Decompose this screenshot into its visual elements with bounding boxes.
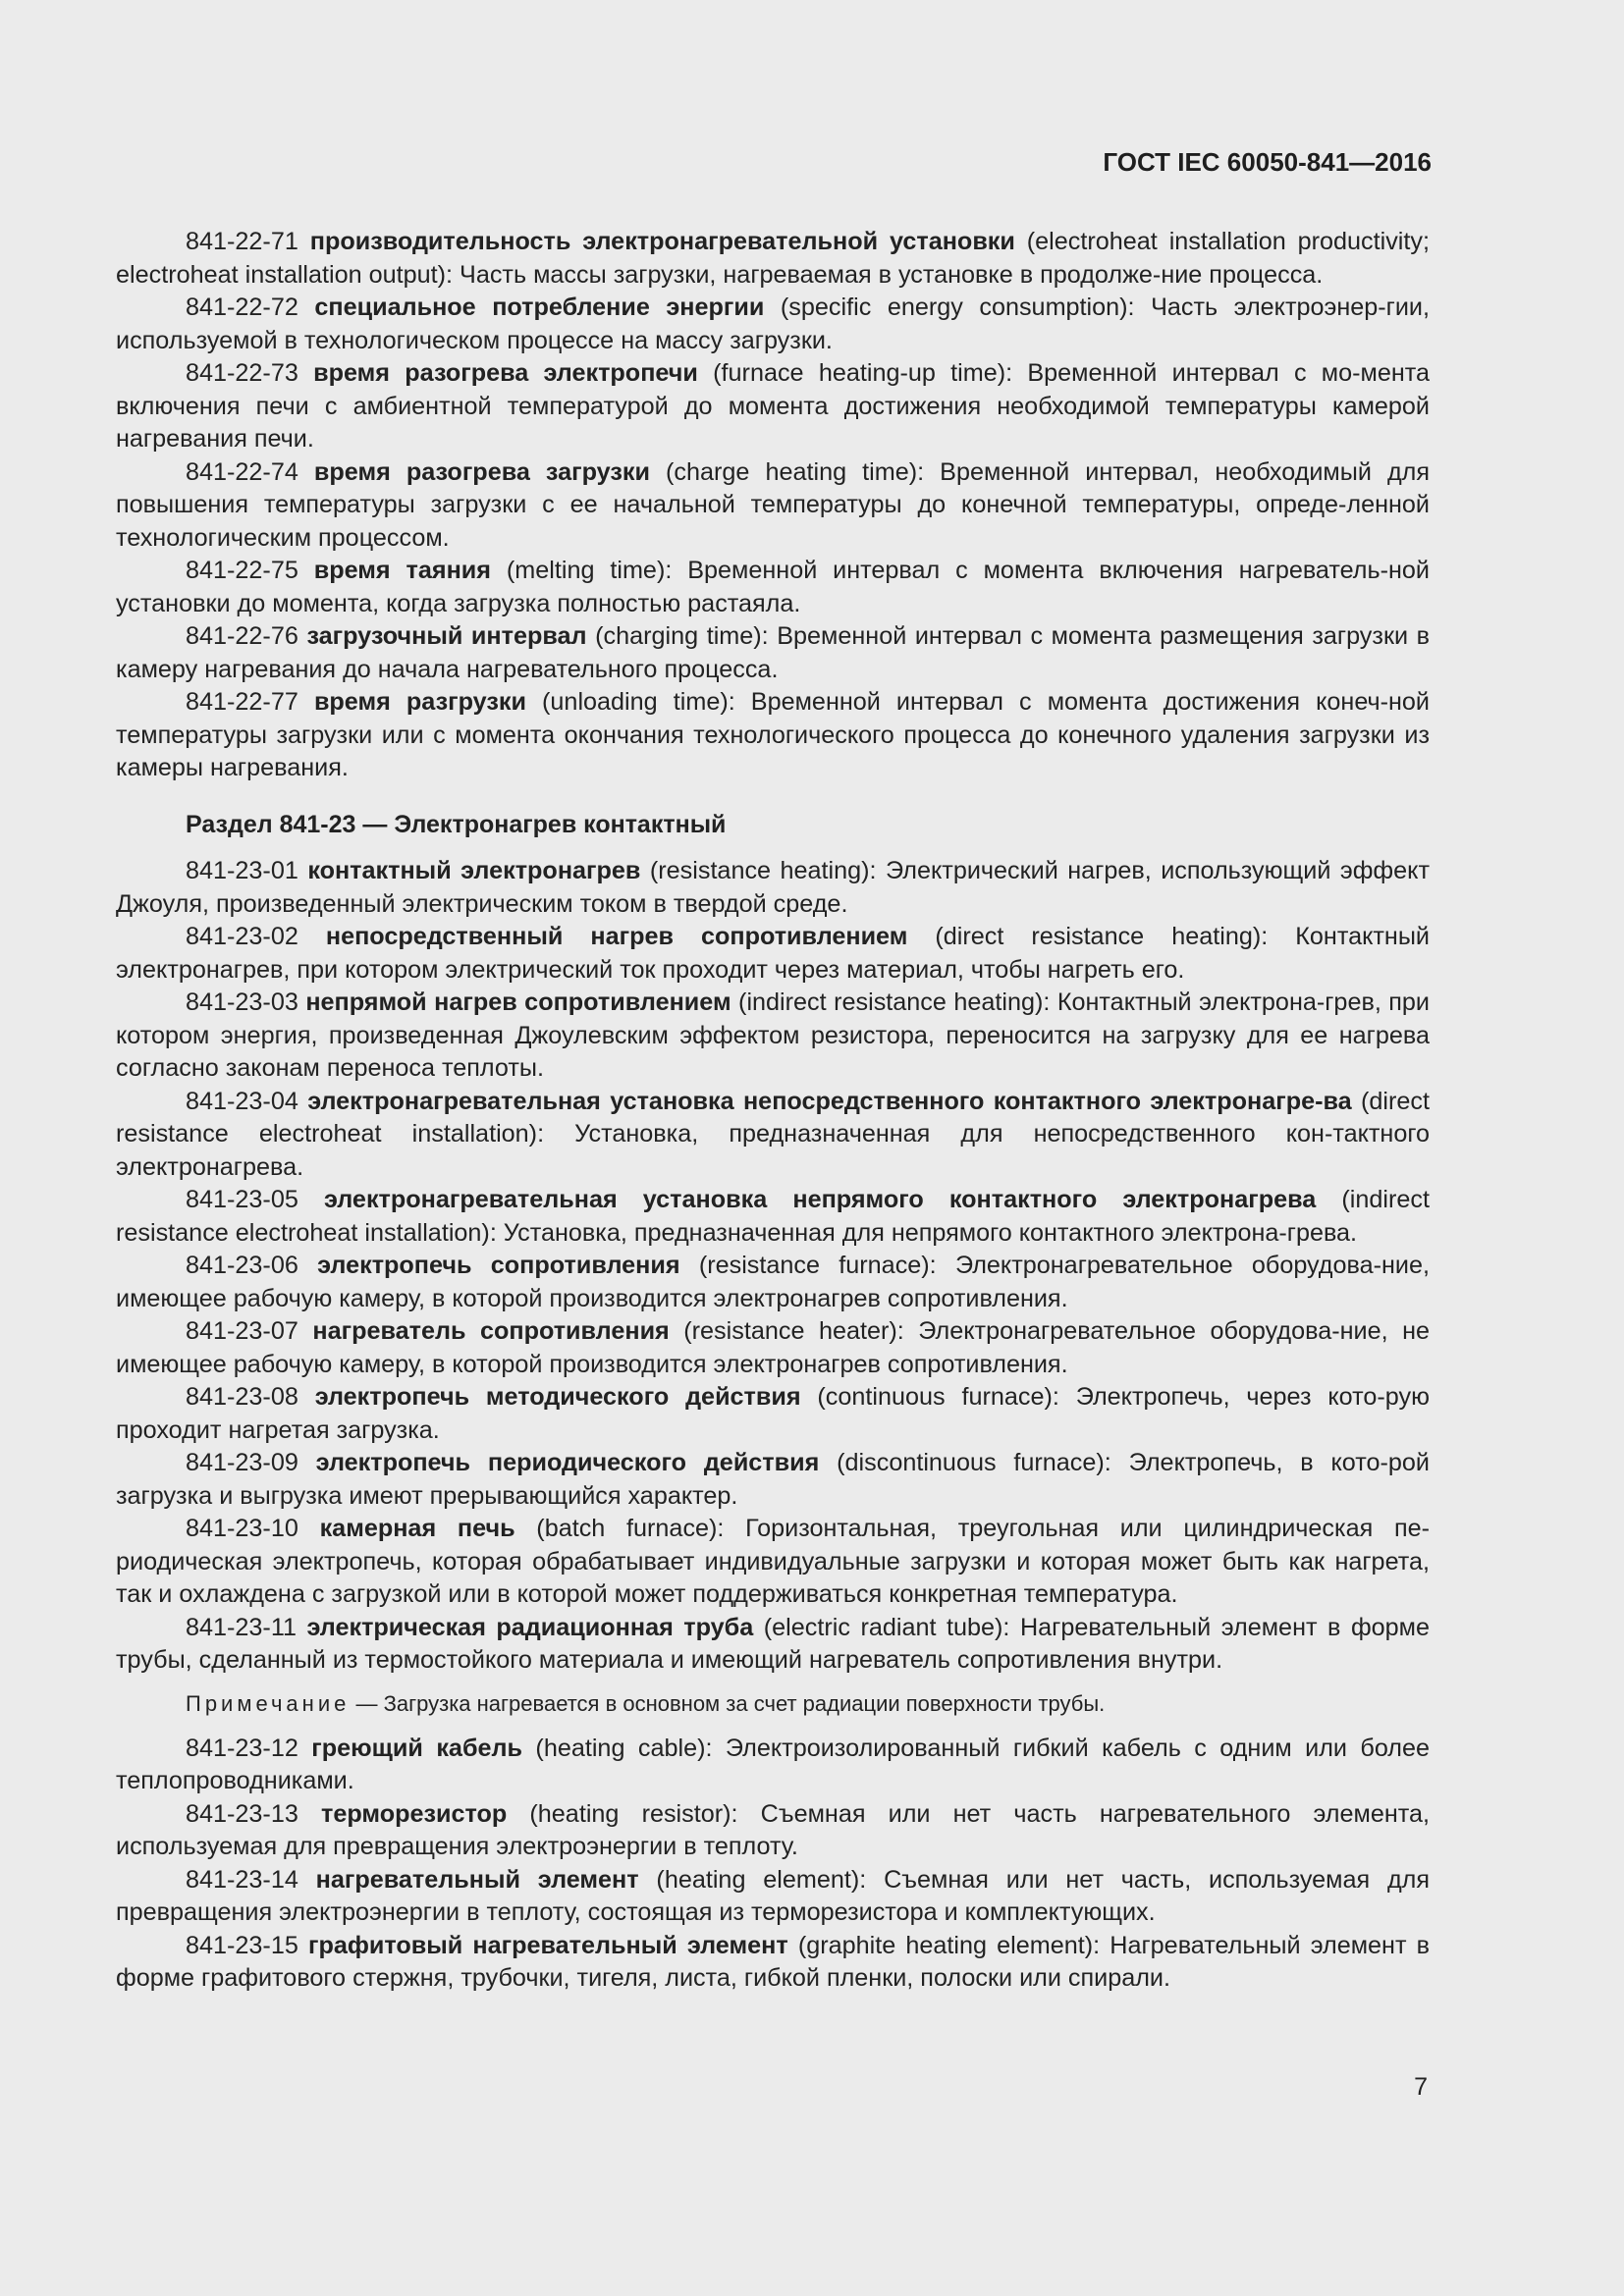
entry-definition: (indirect resistance heating): Контактный электрона-грев, при котором энергия, произведенная Джоулевским эффектом резистора, переносится на загрузку для ее нагрева согласно законам переноса теплоты. bbox=[116, 988, 1431, 1082]
entry-definition: (graphite heating element): Нагревательный элемент в форме графитового стержня, трубочки, тигеля, листа, гибкой пленки, полоски или спирали. bbox=[116, 1931, 1431, 1992]
document-header: ГОСТ IEC 60050-841—2016 bbox=[1103, 147, 1432, 177]
entry-term: камерная печь bbox=[319, 1515, 515, 1542]
term-entry bbox=[116, 1250, 1430, 1315]
term-entry bbox=[116, 1184, 1430, 1250]
entry-definition: (melting time): Временной интервал с момента включения нагреватель-ной установки до момента, когда загрузка полностью растаяла. bbox=[116, 557, 1431, 617]
entry-term: время разогрева электропечи bbox=[313, 359, 698, 387]
entry-number: 841-23-04 bbox=[186, 1087, 298, 1115]
term-entry bbox=[116, 686, 1430, 785]
entry-number: 841-22-76 bbox=[186, 622, 298, 650]
entry-definition: (resistance heater): Электронагревательное оборудова-ние, не имеющее рабочую камеру, в которой производится электронагрев сопротивления. bbox=[116, 1317, 1431, 1378]
entry-term: терморезистор bbox=[321, 1799, 508, 1828]
entry-term: графитовый нагревательный элемент bbox=[308, 1931, 788, 1959]
term-entry bbox=[116, 357, 1430, 456]
entry-number: 841-23-07 bbox=[186, 1317, 298, 1345]
page-number: 7 bbox=[1414, 2073, 1428, 2101]
term-entry bbox=[116, 1733, 1430, 1798]
entry-number: 841-22-71 bbox=[186, 228, 298, 255]
term-entry bbox=[116, 855, 1430, 921]
entry-term: нагревательный элемент bbox=[315, 1865, 639, 1894]
entry-number: 841-23-03 bbox=[186, 988, 298, 1016]
entry-term: электрическая радиационная труба bbox=[306, 1613, 754, 1641]
entry-number: 841-22-75 bbox=[186, 557, 298, 584]
entry-term: электропечь методического действия bbox=[314, 1383, 801, 1411]
entry-definition: (charging time): Временной интервал с момента размещения загрузки в камеру нагревания до начала нагревательного процесса. bbox=[116, 622, 1431, 683]
entry-term: время таяния bbox=[313, 557, 491, 584]
entry-number: 841-23-01 bbox=[186, 857, 298, 884]
entry-definition: (unloading time): Временной интервал с момента достижения конеч-ной температуры загрузки или с момента окончания технологического процесса до конечного удаления загрузки из камеры нагревания. bbox=[116, 688, 1430, 781]
entry-number: 841-23-08 bbox=[186, 1383, 298, 1411]
entry-number: 841-23-10 bbox=[186, 1515, 298, 1542]
term-entry bbox=[116, 1864, 1430, 1930]
entry-term: контактный электронагрев bbox=[307, 857, 641, 884]
entry-definition: (direct resistance electroheat installation): Установка, предназначенная для непосредственного кон-тактного электронагрева. bbox=[116, 1087, 1431, 1181]
document-body bbox=[116, 226, 1430, 1996]
term-entry bbox=[116, 555, 1430, 620]
note-label: Примечание bbox=[186, 1690, 351, 1716]
entry-definition: (heating cable): Электроизолированный гибкий кабель с одним или более теплопроводниками. bbox=[116, 1734, 1430, 1794]
entry-definition: (furnace heating-up time): Временной интервал с мо-мента включения печи с амбиентной температурой до момента достижения необходимой температуры камерой нагревания печи. bbox=[116, 359, 1431, 453]
entry-definition: (electroheat installation productivity; electroheat installation output): Часть массы загрузки, нагреваемая в установке в продолже-ние процесса. bbox=[116, 228, 1430, 289]
entry-term: нагреватель сопротивления bbox=[312, 1317, 670, 1345]
entry-term: электропечь сопротивления bbox=[317, 1252, 680, 1279]
entry-definition: (electric radiant tube): Нагревательный элемент в форме трубы, сделанный из термостойкого материала и имеющий нагреватель сопротивления внутри. bbox=[116, 1613, 1431, 1674]
term-entry bbox=[116, 620, 1430, 686]
entry-number: 841-23-12 bbox=[186, 1734, 298, 1762]
entry-number: 841-22-77 bbox=[186, 688, 298, 716]
entries-group-841-23 bbox=[116, 855, 1430, 1678]
term-entry bbox=[116, 987, 1430, 1086]
entry-number: 841-23-14 bbox=[186, 1865, 298, 1894]
note bbox=[186, 1689, 1430, 1719]
entry-definition: (batch furnace): Горизонтальная, треугольная или цилиндрическая пе-риодическая электропечь, которая обрабатывает индивидуальные загрузки и которая может быть как нагрета, так и охлаждена с загрузкой или в которой может поддерживаться конкретная температура. bbox=[116, 1515, 1431, 1608]
entry-definition: (charge heating time): Временной интервал, необходимый для повышения температуры загрузки с ее начальной температуры до конечной температуры, опреде-ленной технологическим процессом. bbox=[116, 457, 1431, 552]
entry-number: 841-22-73 bbox=[186, 359, 298, 387]
entry-number: 841-23-02 bbox=[186, 923, 298, 950]
entry-definition: (indirect resistance electroheat installation): Установка, предназначенная для непрямого контактного электрона-грева. bbox=[116, 1186, 1430, 1247]
entry-number: 841-23-15 bbox=[186, 1931, 298, 1959]
entry-number: 841-23-06 bbox=[186, 1252, 298, 1279]
term-entry bbox=[116, 1086, 1430, 1185]
term-entry bbox=[116, 226, 1430, 292]
term-entry bbox=[116, 1930, 1430, 1996]
entry-term: специальное потребление энергии bbox=[314, 294, 765, 321]
note-text: — Загрузка нагревается в основном за счет радиации поверхности трубы. bbox=[350, 1690, 1106, 1716]
entry-term: электропечь периодического действия bbox=[315, 1449, 820, 1476]
entry-number: 841-23-05 bbox=[186, 1186, 298, 1213]
entry-definition: (continuous furnace): Электропечь, через кото-рую проходит нагретая загрузка. bbox=[116, 1383, 1430, 1444]
term-entry bbox=[116, 921, 1430, 987]
entry-definition: (resistance furnace): Электронагревательное оборудова-ние, имеющее рабочую камеру, в которой производится электронагрев сопротивления. bbox=[116, 1252, 1430, 1312]
entry-definition: (discontinuous furnace): Электропечь, в кото-рой загрузка и выгрузка имеют прерывающийся характер. bbox=[116, 1449, 1430, 1510]
entry-term: непосредственный нагрев сопротивлением bbox=[325, 923, 908, 950]
entry-term: время разгрузки bbox=[313, 688, 526, 716]
entry-definition: (heating resistor): Съемная или нет часть нагревательного элемента, используемая для превращения электроэнергии в теплоту. bbox=[116, 1799, 1431, 1860]
section-title: Раздел 841-23 — Электронагрев контактный bbox=[186, 810, 727, 838]
term-entry bbox=[116, 1798, 1430, 1864]
term-entry bbox=[116, 292, 1430, 357]
entry-definition: (direct resistance heating): Контактный электронагрев, при котором электрический ток проходит через материал, чтобы нагреть его. bbox=[116, 923, 1431, 984]
entry-term: непрямой нагрев сопротивлением bbox=[305, 988, 731, 1016]
entry-term: электронагревательная установка непрямого контактного электронагрева bbox=[323, 1186, 1317, 1213]
entry-term: время разогрева загрузки bbox=[313, 457, 650, 486]
term-entry bbox=[116, 1381, 1430, 1447]
entry-term: загрузочный интервал bbox=[306, 622, 587, 650]
entry-term: электронагревательная установка непосредственного контактного электронагре-ва bbox=[307, 1087, 1352, 1115]
entries-group-841-23-cont bbox=[116, 1733, 1430, 1996]
entry-definition: (heating element): Съемная или нет часть, используемая для превращения электроэнергии в теплоту, состоящая из терморезистора и комплектующих. bbox=[116, 1865, 1430, 1926]
term-entry bbox=[116, 1513, 1430, 1612]
entry-definition: (specific energy consumption): Часть электроэнер-гии, используемой в технологическом процессе на массу загрузки. bbox=[116, 294, 1430, 354]
term-entry bbox=[116, 456, 1430, 556]
term-entry bbox=[116, 1447, 1430, 1513]
entry-number: 841-23-13 bbox=[186, 1799, 298, 1828]
term-entry bbox=[116, 1315, 1430, 1381]
entry-number: 841-22-74 bbox=[186, 457, 298, 486]
entry-definition: (resistance heating): Электрический нагрев, использующий эффект Джоуля, произведенный электрическим током в твердой среде. bbox=[116, 857, 1431, 918]
entry-term: производительность электронагревательной установки bbox=[309, 228, 1015, 255]
entry-number: 841-23-11 bbox=[186, 1613, 297, 1641]
entries-group-841-22 bbox=[116, 226, 1430, 785]
entry-term: греющий кабель bbox=[311, 1734, 522, 1762]
entry-number: 841-23-09 bbox=[186, 1449, 298, 1476]
term-entry bbox=[116, 1612, 1430, 1678]
entry-number: 841-22-72 bbox=[186, 294, 298, 321]
